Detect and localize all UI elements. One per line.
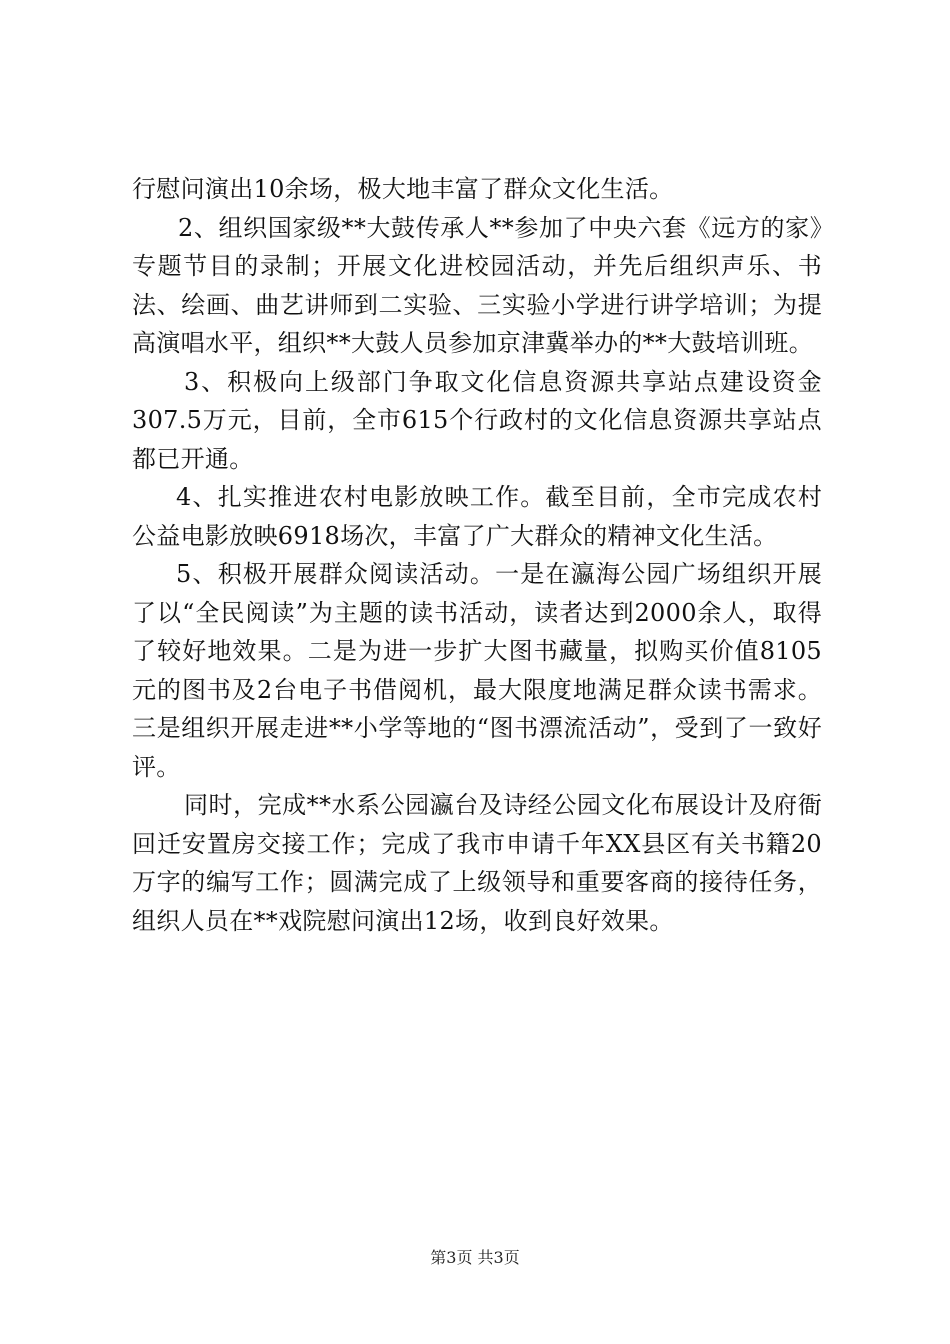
paragraph-continuation: 行慰问演出10余场，极大地丰富了群众文化生活。	[132, 175, 674, 203]
paragraph-item-4: 4、扎实推进农村电影放映工作。截至目前，全市完成农村公益电影放映6918场次，丰富了广大群众的精神文化生活。	[132, 483, 822, 550]
paragraph-item-5: 5、积极开展群众阅读活动。一是在瀛海公园广场组织开展了以“全民阅读”为主题的读书活动，读者达到2000余人，取得了较好地效果。二是为进一步扩大图书藏量，拟购买价值8105元的图书及2台电子书借阅机，最大限度地满足群众读书需求。三是组织开展走进**小学等地的“图书漂流活动”，受到了一致好评。	[132, 560, 822, 781]
page-footer: 第3页 共3页	[430, 1248, 520, 1267]
paragraph-item-3: 3、积极向上级部门争取文化信息资源共享站点建设资金307.5万元，目前，全市615个行政村的文化信息资源共享站点都已开通。	[132, 367, 822, 473]
paragraph-closing: 同时，完成**水系公园瀛台及诗经公园文化布展设计及府衙回迁安置房交接工作；完成了我市申请千年XX县区有关书籍20万字的编写工作；圆满完成了上级领导和重要客商的接待任务，组织人员在**戏院慰问演出12场，收到良好效果。	[132, 791, 822, 935]
document-body	[132, 170, 822, 940]
paragraph-item-2: 2、组织国家级**大鼓传承人**参加了中央六套《远方的家》专题节目的录制；开展文化进校园活动，并先后组织声乐、书法、绘画、曲艺讲师到二实验、三实验小学进行讲学培训；为提高演唱水平，组织**大鼓人员参加京津冀举办的**大鼓培训班。	[132, 213, 822, 357]
